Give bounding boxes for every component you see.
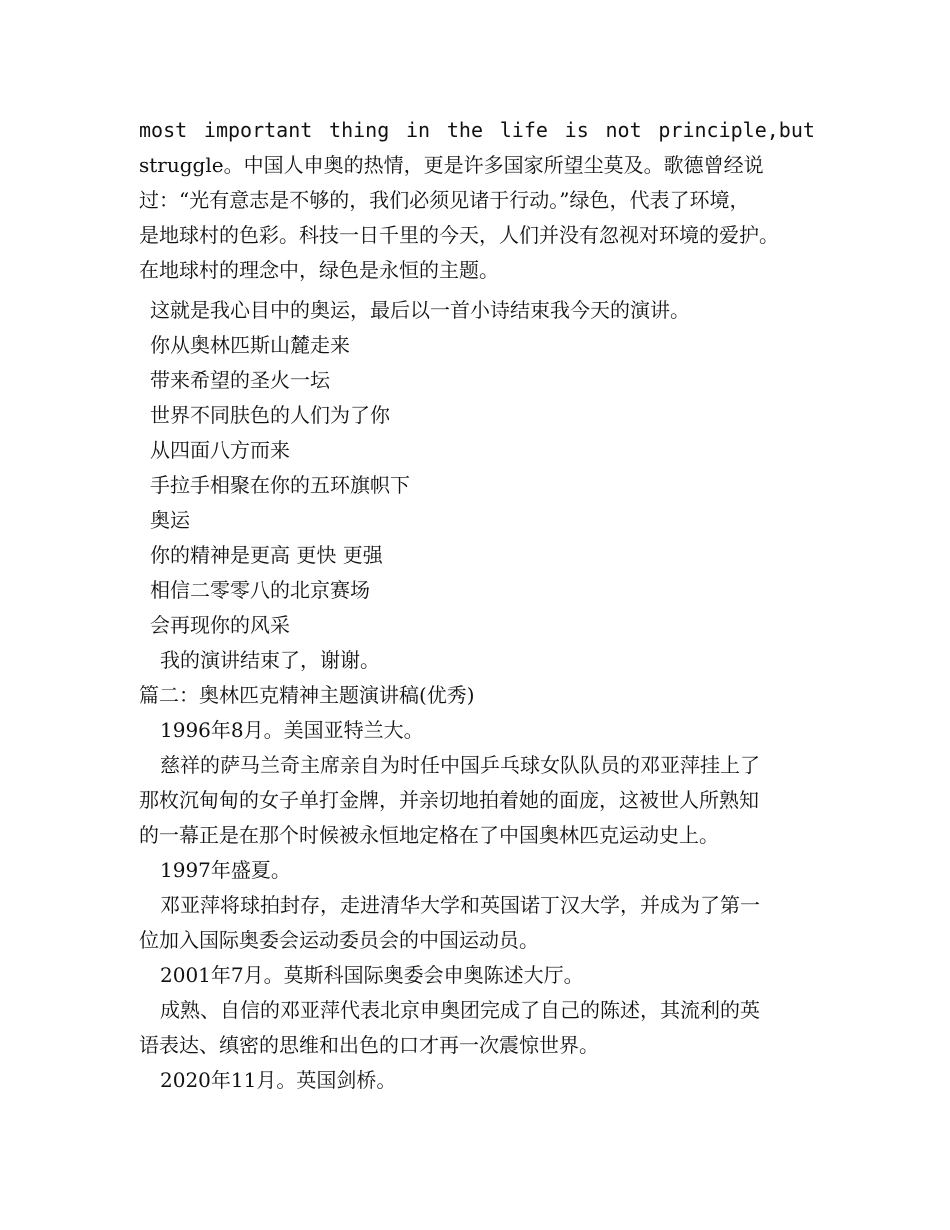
section-title: 篇二：奥林匹克精神主题演讲稿(优秀) — [139, 683, 475, 707]
section-line: 语表达、缜密的思维和出色的口才再一次震惊世界。 — [139, 1033, 599, 1057]
section-line: 那枚沉甸甸的女子单打金牌，并亲切地拍着她的面庞，这被世人所熟知 — [139, 788, 759, 812]
text-line: 在地球村的理念中，绿色是永恒的主题。 — [139, 258, 499, 282]
poem-line: 相信二零零八的北京赛场 — [150, 578, 370, 602]
word: is — [564, 118, 589, 142]
section-line: 2001年7月。莫斯科国际奥委会申奥陈述大厅。 — [160, 963, 584, 987]
section-line: 1997年盛夏。 — [160, 858, 291, 882]
word: principle,but — [658, 118, 815, 142]
word: the — [446, 118, 483, 142]
poem-line: 会再现你的风采 — [150, 613, 290, 637]
poem-line: 从四面八方而来 — [150, 438, 290, 462]
section-line: 慈祥的萨马兰奇主席亲自为时任中国乒乓球女队队员的邓亚萍挂上了 — [160, 753, 760, 777]
section-line: 成熟、自信的邓亚萍代表北京申奥团完成了自己的陈述，其流利的英 — [160, 998, 760, 1022]
text-line: 过：“光有意志是不够的，我们必须见诸于行动。”绿色，代表了环境， — [139, 188, 750, 212]
poem-line: 你从奥林匹斯山麓走来 — [150, 333, 350, 357]
word: most — [139, 118, 188, 142]
poem-line: 奥运 — [150, 508, 190, 532]
text-line: struggle。中国人申奥的热情，更是许多国家所望尘莫及。歌德曾经说 — [139, 153, 764, 177]
word: thing — [329, 118, 390, 142]
word: life — [499, 118, 548, 142]
text-line: 是地球村的色彩。科技一日千里的今天，人们并没有忽视对环境的爱护。 — [139, 223, 779, 247]
section-line: 的一幕正是在那个时候被永恒地定格在了中国奥林匹克运动史上。 — [139, 823, 719, 847]
section-line: 邓亚萍将球拍封存，走进清华大学和英国诺丁汉大学，并成为了第一 — [160, 893, 760, 917]
ending-line: 我的演讲结束了，谢谢。 — [160, 648, 380, 672]
text-line-english — [139, 113, 815, 148]
section-line: 1996年8月。美国亚特兰大。 — [160, 718, 424, 742]
word: not — [605, 118, 642, 142]
poem-line: 世界不同肤色的人们为了你 — [150, 403, 390, 427]
word: in — [406, 118, 431, 142]
poem-line: 带来希望的圣火一坛 — [150, 368, 330, 392]
closing-intro: 这就是我心目中的奥运，最后以一首小诗结束我今天的演讲。 — [150, 298, 690, 322]
section-line: 位加入国际奥委会运动委员会的中国运动员。 — [139, 928, 539, 952]
section-line: 2020年11月。英国剑桥。 — [160, 1068, 397, 1092]
word: important — [203, 118, 313, 142]
poem-line: 手拉手相聚在你的五环旗帜下 — [150, 473, 410, 497]
poem-line: 你的精神是更高 更快 更强 — [150, 543, 383, 567]
